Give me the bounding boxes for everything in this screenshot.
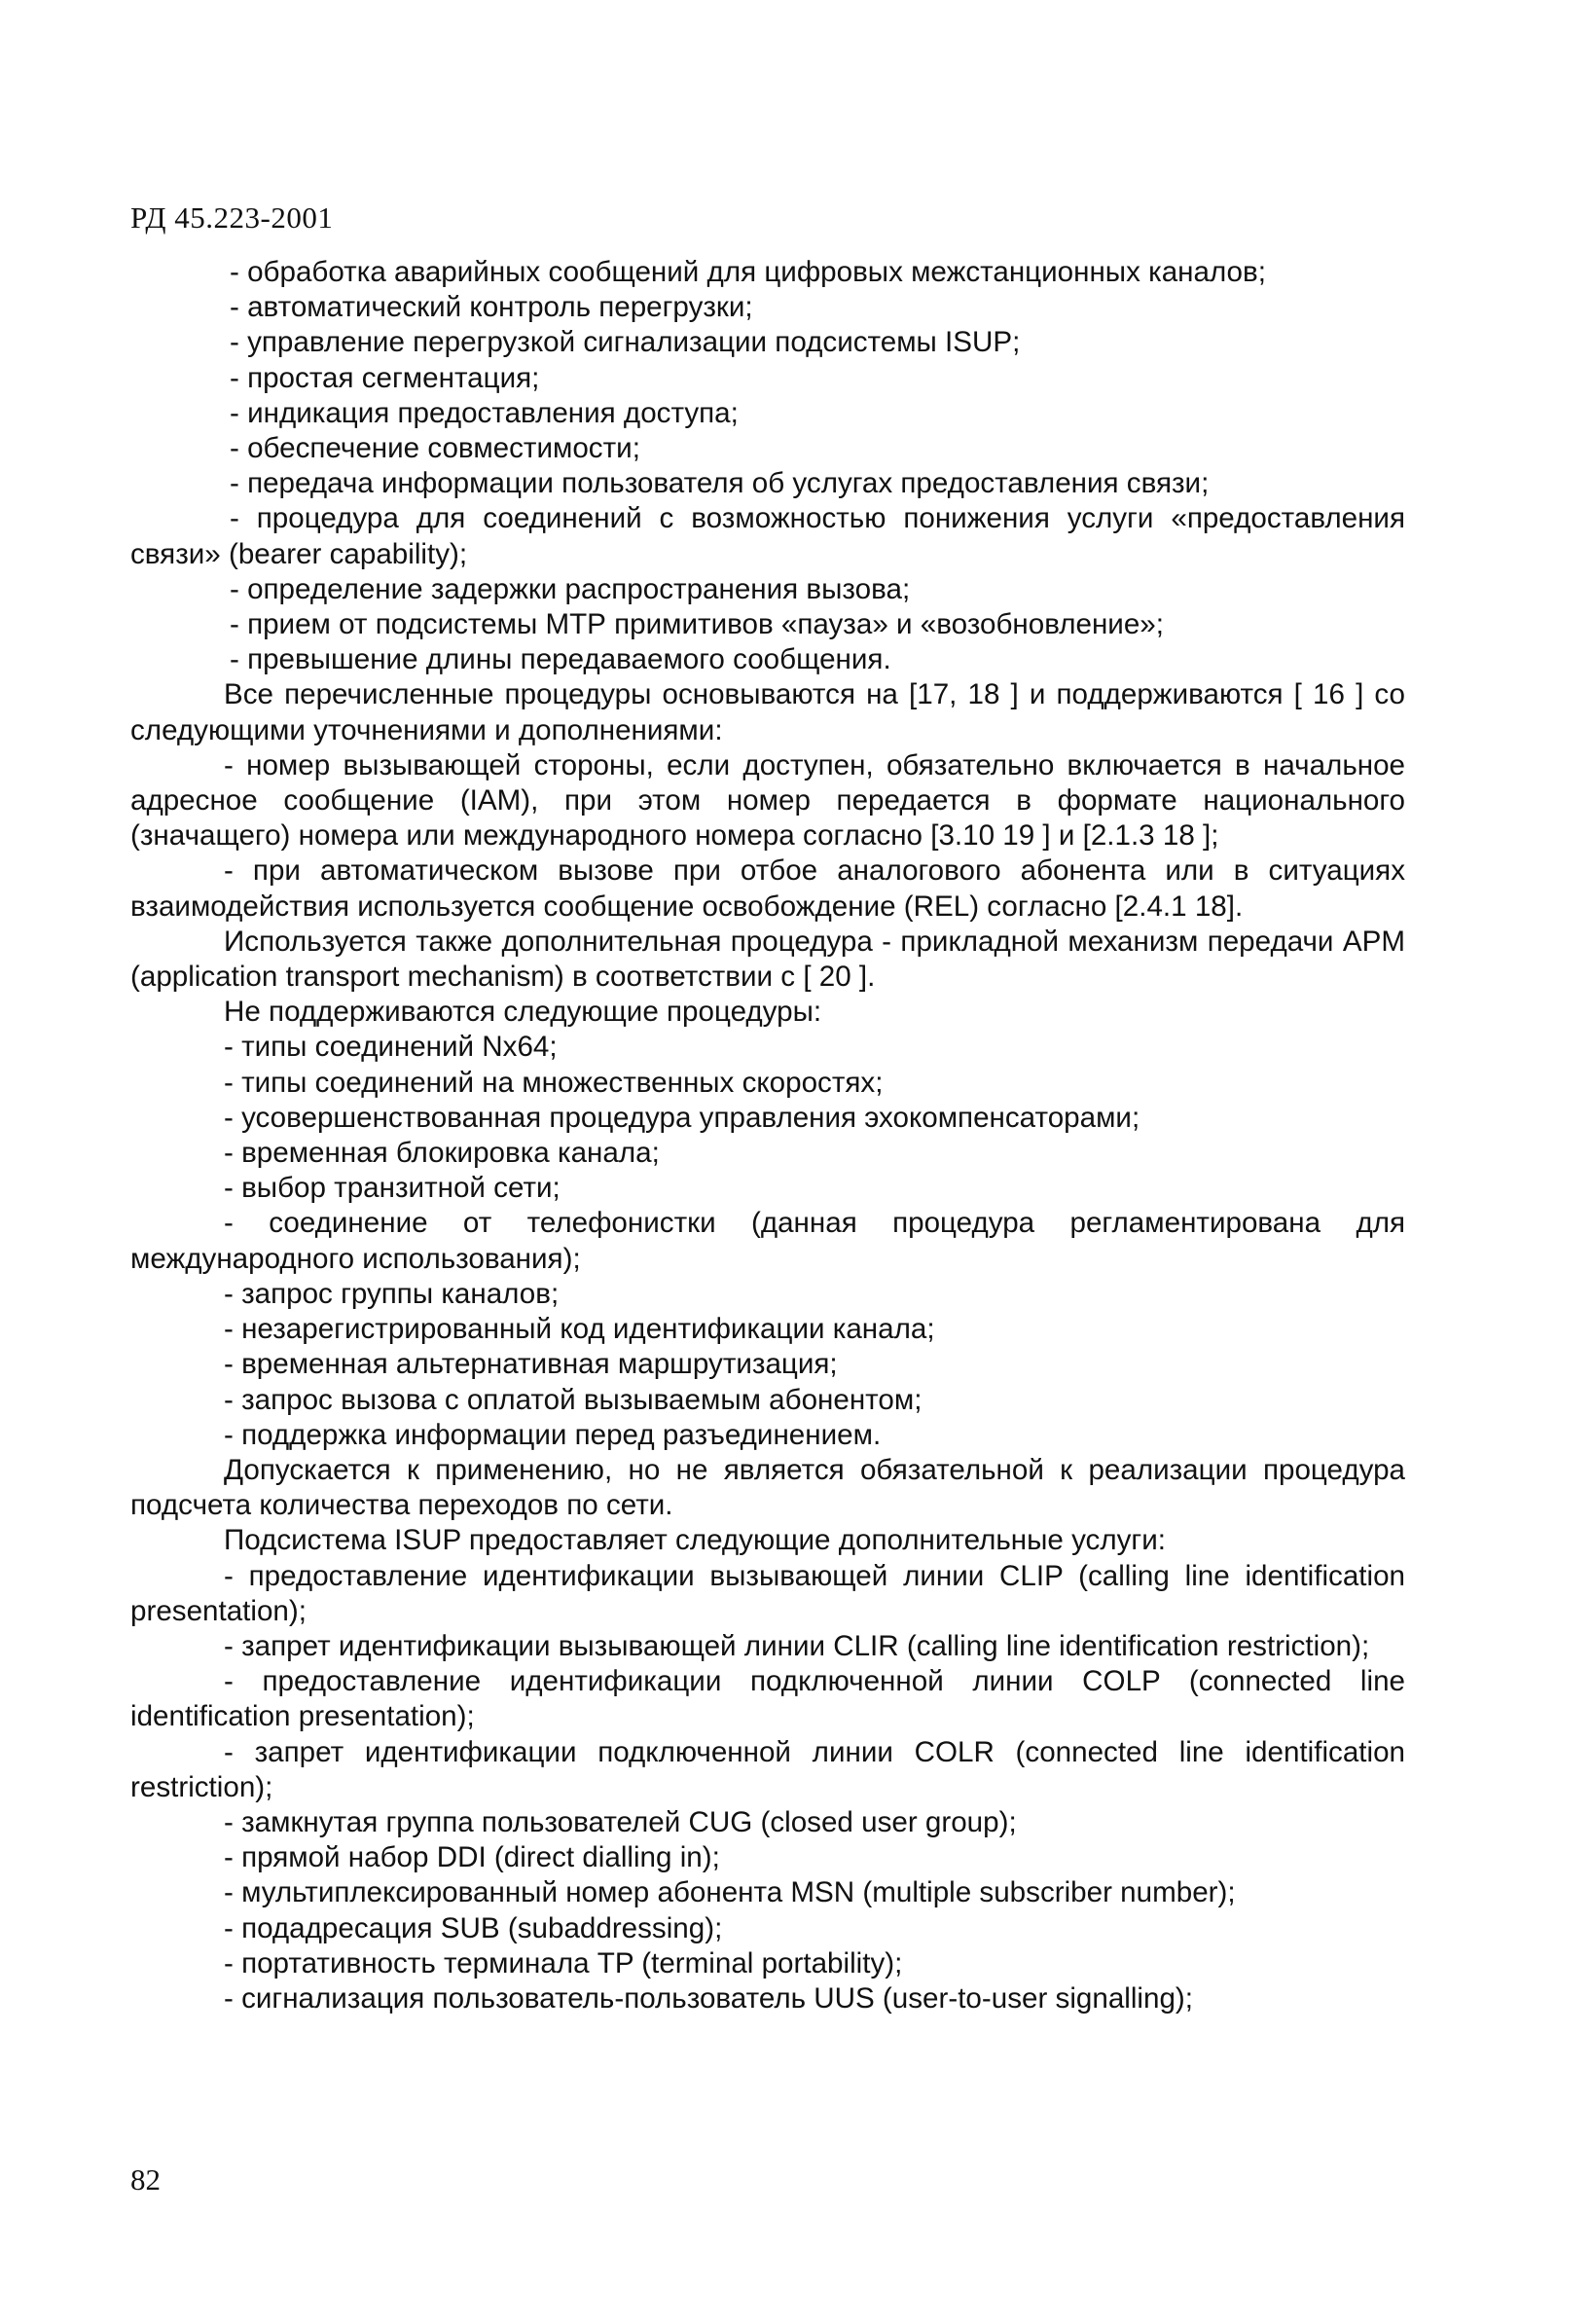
paragraph: Допускается к применению, но не является обязательной к реализации процедура подсчета количества переходов по сети. <box>130 1453 1405 1522</box>
list-item: - простая сегментация; <box>230 361 540 394</box>
list-item: - превышение длины передаваемого сообщения. <box>230 643 891 676</box>
list-item: - запрос вызова с оплатой вызываемым абонентом; <box>224 1383 923 1416</box>
paragraph: Используется также дополнительная процедура - прикладной механизм передачи APM (application transport mechanism) в соответствии с [ 20 ]. <box>130 925 1405 994</box>
list-item: - процедура для соединений с возможностью понижения услуги «предоставления связи» (bearer capability); <box>130 502 1405 570</box>
page-number: 82 <box>130 2162 161 2197</box>
list-item: - усовершенствованная процедура управления эхокомпенсаторами; <box>224 1101 1140 1134</box>
list-item: - выбор транзитной сети; <box>224 1172 561 1205</box>
list-item: - обработка аварийных сообщений для цифровых межстанционных каналов; <box>230 256 1266 288</box>
list-item: - мультиплексированный номер абонента MSN (multiple subscriber number); <box>224 1876 1236 1909</box>
list-item: - запрет идентификации вызывающей линии CLIR (calling line identification restriction); <box>224 1629 1370 1662</box>
list-item: - портативность терминала TP (terminal portability); <box>224 1946 903 1979</box>
list-item: - запрос группы каналов; <box>224 1277 560 1310</box>
list-item: - прием от подсистемы МТР примитивов «пауза» и «возобновление»; <box>230 608 1164 641</box>
list-item: - сигнализация пользователь-пользователь UUS (user-to-user signalling); <box>224 1981 1193 2015</box>
list-item: - номер вызывающей стороны, если доступен, обязательно включается в начальное адресное сообщение (IAM), при этом номер передается в формате национального (значащего) номера или международного номера согласно [3.10 19 ] и [2.1.3 18 ]; <box>130 748 1405 853</box>
list-item: - обеспечение совместимости; <box>230 432 640 465</box>
list-item: - автоматический контроль перегрузки; <box>230 291 753 324</box>
list-item: - соединение от телефонистки (данная процедура регламентирована для международного использования); <box>130 1207 1405 1275</box>
list-item: - определение задержки распространения вызова; <box>230 572 911 605</box>
list-item: - передача информации пользователя об услугах предоставления связи; <box>230 467 1210 500</box>
paragraph: Не поддерживаются следующие процедуры: <box>224 996 822 1029</box>
list-item: - типы соединений на множественных скоростях; <box>224 1066 884 1099</box>
list-item: - временная альтернативная маршрутизация; <box>224 1348 838 1381</box>
paragraph: Подсистема ISUP предоставляет следующие дополнительные услуги: <box>224 1524 1166 1557</box>
paragraph: Все перечисленные процедуры основываются на [17, 18 ] и поддерживаются [ 16 ] со следующими уточнениями и дополнениями: <box>130 678 1405 746</box>
list-item: - предоставление идентификации вызывающей линии CLIP (calling line identification presentation); <box>130 1559 1405 1627</box>
list-item: - типы соединений Nx64; <box>224 1031 558 1064</box>
list-item: - предоставление идентификации подключенной линии COLP (connected line identification presentation); <box>130 1665 1405 1733</box>
list-item: - при автоматическом вызове при отбое аналогового абонента или в ситуациях взаимодействия используется сообщение освобождение (REL) согласно [2.4.1 18]. <box>130 854 1405 923</box>
list-item: - запрет идентификации подключенной линии COLR (connected line identification restriction); <box>130 1735 1405 1803</box>
list-item: - поддержка информации перед разъединением. <box>224 1418 882 1451</box>
list-item: - незарегистрированный код идентификации канала; <box>224 1313 935 1346</box>
list-item: - управление перегрузкой сигнализации подсистемы ISUP; <box>230 326 1021 359</box>
list-item: - подадресация SUB (subaddressing); <box>224 1911 723 1944</box>
list-item: - индикация предоставления доступа; <box>230 396 739 429</box>
list-item: - прямой набор DDI (direct dialling in); <box>224 1841 720 1874</box>
list-item: - замкнутая группа пользователей CUG (closed user group); <box>224 1805 1017 1838</box>
page-body <box>130 255 1405 2016</box>
list-item: - временная блокировка канала; <box>224 1137 660 1170</box>
document-header: РД 45.223-2001 <box>130 200 334 235</box>
